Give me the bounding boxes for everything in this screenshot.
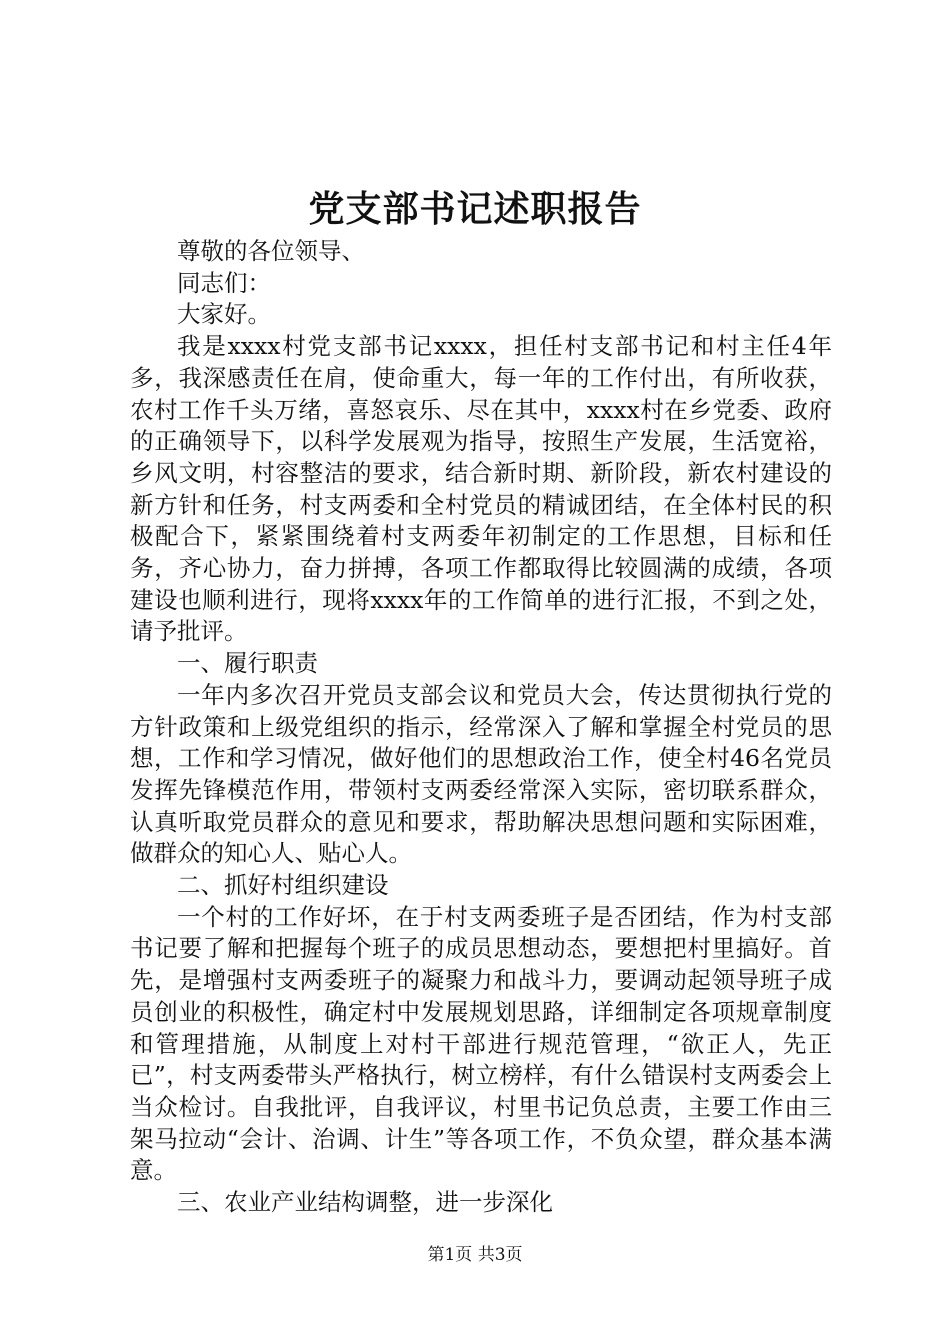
salutation-line-2: 同志们： <box>177 268 271 297</box>
section-heading-2: 二、抓好村组织建设 <box>177 871 389 900</box>
page-number: 第1页 共3页 <box>427 1245 523 1265</box>
page-footer <box>0 1244 950 1266</box>
intro-paragraph: 我是xxxx村党支部书记xxxx，担任村支部书记和村主任4年多，我深感责任在肩，使命重大，每一年的工作付出，有所收获，农村工作千头万绪，喜怒哀乐、尽在其中，xxxx村在乡党委、政府的正确领导下，以科学发展观为指导，按照生产发展，生活宽裕，乡风文明，村容整洁的要求，结合新时期、新阶段，新农村建设的新方针和任务，村支两委和全村党员的精诚团结，在全体村民的积极配合下，紧紧围绕着村支两委年初制定的工作思想，目标和任务，齐心协力，奋力拼搏，各项工作都取得比较圆满的成绩，各项建设也顺利进行，现将xxxx年的工作简单的进行汇报，不到之处，请予批评。 <box>130 332 832 646</box>
section-heading-1: 一、履行职责 <box>177 649 318 678</box>
section-1-paragraph: 一年内多次召开党员支部会议和党员大会，传达贯彻执行党的方针政策和上级党组织的指示，经常深入了解和掌握全村党员的思想，工作和学习情况，做好他们的思想政治工作，使全村46名党员发挥先锋模范作用，带领村支两委经常深入实际，密切联系群众，认真听取党员群众的意见和要求，帮助解决思想问题和实际困难，做群众的知心人、贴心人。 <box>130 680 832 868</box>
document-title: 党支部书记述职报告 <box>308 188 642 230</box>
salutation-line-1: 尊敬的各位领导、 <box>177 237 365 265</box>
greeting: 大家好。 <box>177 300 271 329</box>
document-body <box>130 236 832 1219</box>
section-heading-3: 三、农业产业结构调整，进一步深化 <box>177 1188 553 1217</box>
section-2-paragraph: 一个村的工作好坏，在于村支两委班子是否团结，作为村支部书记要了解和把握每个班子的成员思想动态，要想把村里搞好。首先，是增强村支两委班子的凝聚力和战斗力，要调动起领导班子成员创业的积极性，确定村中发展规划思路，详细制定各项规章制度和管理措施，从制度上对村干部进行规范管理，“欲正人，先正已”，村支两委带头严格执行，树立榜样，有什么错误村支两委会上当众检讨。自我批评，自我评议，村里书记负总责，主要工作由三架马拉动“会计、治调、计生”等各项工作，不负众望，群众基本满意。 <box>130 902 832 1185</box>
